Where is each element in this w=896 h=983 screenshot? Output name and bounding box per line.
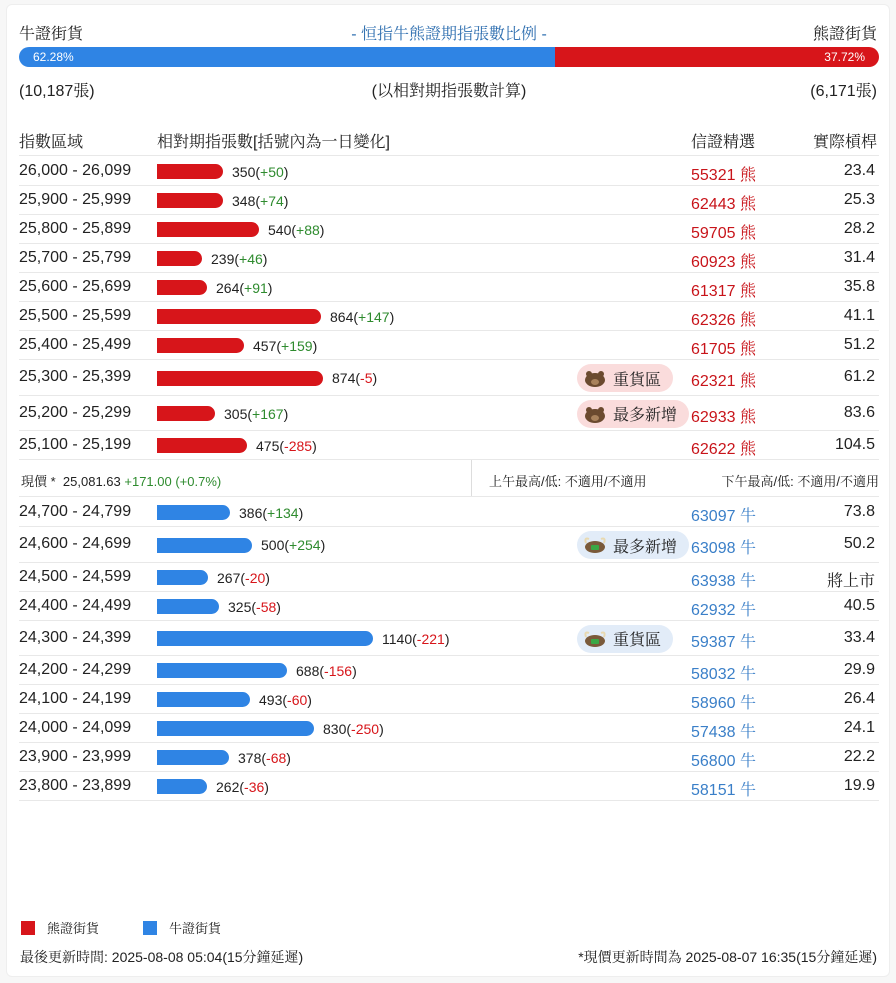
index-range: 24,300 - 24,399 xyxy=(19,628,132,646)
paren-open: ( xyxy=(251,598,257,615)
daily-change: -156 xyxy=(324,662,353,679)
contracts-value xyxy=(382,631,449,647)
contracts-value xyxy=(261,537,325,553)
contracts-count: 267 xyxy=(217,569,241,586)
index-range: 24,400 - 24,499 xyxy=(19,596,132,614)
bull-bar xyxy=(157,599,219,614)
bull-row xyxy=(19,621,879,656)
paren-open: ( xyxy=(355,370,361,386)
paren-close: ) xyxy=(379,720,384,737)
current-price-value: 25,081.63 xyxy=(62,474,121,489)
bull-row xyxy=(19,656,879,685)
contracts-value xyxy=(256,438,317,454)
contracts-value xyxy=(323,721,384,737)
bear-row xyxy=(19,273,879,302)
daily-change: -58 xyxy=(256,598,277,615)
paren-open: ( xyxy=(234,250,240,267)
daily-change: -5 xyxy=(360,370,373,386)
mid-divider xyxy=(471,460,472,496)
paren-open: ( xyxy=(353,308,359,325)
bear-bar xyxy=(157,251,202,266)
paren-open: ( xyxy=(412,630,417,647)
contracts-count: 378 xyxy=(238,749,262,766)
paren-close: ) xyxy=(320,537,326,553)
paren-close: ) xyxy=(444,630,450,647)
warrant-pick-link[interactable]: 62622 熊 xyxy=(691,440,756,458)
warrant-pick-link[interactable]: 62326 熊 xyxy=(691,311,756,329)
bear-bar xyxy=(157,222,259,237)
daily-change: +50 xyxy=(260,163,284,180)
tag-label: 最多新增 xyxy=(613,407,678,424)
daily-change: +159 xyxy=(281,337,313,354)
paren-open: ( xyxy=(262,504,268,521)
highlight-tag xyxy=(577,364,673,392)
bear-row xyxy=(19,186,879,215)
paren-close: ) xyxy=(312,437,317,454)
bear-row xyxy=(19,360,879,396)
effective-leverage: 25.3 xyxy=(843,190,875,208)
contracts-count: 1140 xyxy=(382,630,413,647)
bear-bar xyxy=(157,164,223,179)
effective-leverage: 33.4 xyxy=(843,628,875,646)
contracts-value xyxy=(232,164,288,180)
warrant-pick-link[interactable]: 55321 熊 xyxy=(691,166,756,184)
bull-row xyxy=(19,772,879,801)
paren-open: ( xyxy=(291,221,297,238)
bear-icon xyxy=(583,368,607,388)
paren-open: ( xyxy=(261,749,267,766)
paren-close: ) xyxy=(283,163,289,180)
am-high-low: 上午最高/低: 不適用/不適用 xyxy=(489,474,647,489)
effective-leverage: 61.2 xyxy=(843,368,875,385)
price-update-note: *現價更新時間為 2025-08-07 16:35(15分鐘延遲) xyxy=(578,949,877,965)
daily-change: +74 xyxy=(260,192,284,209)
contracts-count: 874 xyxy=(332,370,356,386)
contracts-count: 493 xyxy=(259,691,283,708)
bull-bar xyxy=(157,570,208,585)
bear-count: (6,171張) xyxy=(810,83,877,100)
paren-open: ( xyxy=(255,192,261,209)
index-range: 23,900 - 23,999 xyxy=(19,747,132,765)
bear-icon xyxy=(583,404,607,424)
cbbc-panel xyxy=(6,4,890,977)
index-range: 25,100 - 25,199 xyxy=(19,435,132,453)
index-range: 24,500 - 24,599 xyxy=(19,567,132,585)
warrant-pick-link[interactable]: 60923 熊 xyxy=(691,253,756,271)
daily-change: +134 xyxy=(267,504,299,521)
warrant-pick-link[interactable]: 62933 熊 xyxy=(691,408,756,426)
effective-leverage: 將上市 xyxy=(826,572,875,590)
paren-open: ( xyxy=(319,662,325,679)
legend-bull xyxy=(143,918,221,937)
paren-open: ( xyxy=(276,337,282,354)
paren-close: ) xyxy=(262,250,268,267)
contracts-count: 830 xyxy=(323,720,347,737)
contracts-value xyxy=(211,251,267,267)
paren-close: ) xyxy=(372,370,378,386)
daily-change: +88 xyxy=(296,221,320,238)
paren-open: ( xyxy=(255,163,261,180)
bear-row xyxy=(19,215,879,244)
bear-row xyxy=(19,157,879,186)
paren-open: ( xyxy=(284,537,290,553)
paren-open: ( xyxy=(247,405,253,422)
effective-leverage: 41.1 xyxy=(843,306,875,324)
bull-row xyxy=(19,714,879,743)
warrant-pick-link[interactable]: 62443 熊 xyxy=(691,195,756,213)
bear-bar xyxy=(157,193,223,208)
bear-bar xyxy=(157,309,321,324)
warrant-pick-link[interactable]: 58151 牛 xyxy=(691,781,756,799)
contracts-count: 325 xyxy=(228,598,252,615)
index-range: 25,600 - 25,699 xyxy=(19,277,132,295)
contracts-value xyxy=(216,280,272,296)
bull-ratio-text: 62.28% xyxy=(33,50,74,64)
bear-bar xyxy=(157,371,323,386)
paren-open: ( xyxy=(346,720,352,737)
bull-row xyxy=(19,563,879,592)
effective-leverage: 31.4 xyxy=(843,248,875,266)
contracts-count: 688 xyxy=(296,662,320,679)
bear-bar xyxy=(157,338,244,353)
effective-leverage: 35.8 xyxy=(843,277,875,295)
contracts-count: 500 xyxy=(261,537,285,553)
bull-bar xyxy=(157,663,287,678)
legend-bear xyxy=(21,918,99,937)
index-range: 24,600 - 24,699 xyxy=(19,535,132,552)
contracts-count: 262 xyxy=(216,778,240,795)
contracts-value xyxy=(268,222,324,238)
highlight-tag xyxy=(577,400,689,428)
current-price-row xyxy=(19,460,879,497)
legend-bull-label: 牛證街貨 xyxy=(169,921,222,936)
col-header-pick: 信證精選 xyxy=(691,134,756,151)
bear-row xyxy=(19,331,879,360)
index-range: 25,400 - 25,499 xyxy=(19,335,132,353)
col-header-contracts: 相對期指張數[括號內為一日變化] xyxy=(157,134,390,151)
legend-bear-label: 熊證街貨 xyxy=(47,921,100,936)
bear-bar xyxy=(157,280,207,295)
effective-leverage: 51.2 xyxy=(843,335,875,353)
current-price-label: 現價 * xyxy=(21,474,56,489)
col-header-leverage: 實際槓桿 xyxy=(812,134,877,151)
daily-change: -250 xyxy=(351,720,380,737)
bull-bar xyxy=(157,779,207,794)
paren-open: ( xyxy=(239,778,245,795)
bull-bar xyxy=(157,750,229,765)
index-range: 23,800 - 23,899 xyxy=(19,776,132,794)
bull-icon xyxy=(583,629,607,649)
paren-open: ( xyxy=(279,437,285,454)
paren-open: ( xyxy=(239,279,245,296)
contracts-count: 239 xyxy=(211,250,235,267)
index-range: 26,000 - 26,099 xyxy=(19,161,132,179)
bull-bear-ratio-bar xyxy=(19,47,879,67)
daily-change: -68 xyxy=(266,749,287,766)
contracts-count: 864 xyxy=(330,308,354,325)
paren-close: ) xyxy=(265,569,270,586)
current-price xyxy=(21,471,221,490)
effective-leverage: 28.2 xyxy=(843,219,875,237)
effective-leverage: 26.4 xyxy=(843,689,875,707)
bear-row xyxy=(19,302,879,331)
warrant-pick-link[interactable]: 62321 熊 xyxy=(691,373,756,390)
index-range: 24,200 - 24,299 xyxy=(19,660,132,678)
contracts-value xyxy=(296,663,357,679)
contracts-count: 475 xyxy=(256,437,280,454)
tag-label: 重貨區 xyxy=(613,632,662,649)
contracts-count: 348 xyxy=(232,192,256,209)
highlight-tag xyxy=(577,625,673,653)
bull-bar xyxy=(157,692,250,707)
index-range: 24,100 - 24,199 xyxy=(19,689,132,707)
paren-close: ) xyxy=(319,221,325,238)
bear-bar xyxy=(157,438,247,453)
col-header-range: 指數區域 xyxy=(19,134,84,151)
contracts-count: 350 xyxy=(232,163,256,180)
header-divider xyxy=(19,155,879,156)
contracts-value xyxy=(232,193,288,209)
contracts-count: 264 xyxy=(216,279,240,296)
paren-open: ( xyxy=(240,569,246,586)
effective-leverage: 83.6 xyxy=(843,403,875,421)
daily-change: +46 xyxy=(239,250,263,267)
warrant-pick-link[interactable]: 59387 牛 xyxy=(691,633,756,651)
effective-leverage: 24.1 xyxy=(843,718,875,736)
effective-leverage: 73.8 xyxy=(843,502,875,520)
bear-ratio-segment xyxy=(555,47,879,67)
paren-close: ) xyxy=(352,662,357,679)
bull-row xyxy=(19,592,879,621)
bear-row xyxy=(19,396,879,431)
warrant-pick-link[interactable]: 56800 牛 xyxy=(691,752,756,770)
effective-leverage: 40.5 xyxy=(843,596,875,614)
paren-close: ) xyxy=(283,405,289,422)
contracts-value xyxy=(238,750,291,766)
warrant-pick-link[interactable]: 63097 牛 xyxy=(691,507,756,525)
warrant-pick-link[interactable]: 63938 牛 xyxy=(691,572,756,590)
page-title: - 恒指牛熊證期指張數比例 - xyxy=(351,26,547,43)
index-range: 25,900 - 25,999 xyxy=(19,190,132,208)
warrant-pick-link[interactable]: 59705 熊 xyxy=(691,224,756,242)
paren-close: ) xyxy=(267,279,273,296)
warrant-pick-link[interactable]: 61317 熊 xyxy=(691,282,756,300)
paren-close: ) xyxy=(298,504,304,521)
bear-row xyxy=(19,431,879,460)
warrant-pick-link[interactable]: 63098 牛 xyxy=(691,540,756,557)
bull-bar xyxy=(157,721,314,736)
paren-close: ) xyxy=(307,691,312,708)
effective-leverage: 19.9 xyxy=(843,776,875,794)
daily-change: +254 xyxy=(289,537,321,553)
tag-label: 重貨區 xyxy=(613,371,662,389)
daily-change: -36 xyxy=(244,778,265,795)
contracts-value xyxy=(259,692,312,708)
effective-leverage: 22.2 xyxy=(843,747,875,765)
legend-bear-swatch xyxy=(21,921,35,935)
effective-leverage: 104.5 xyxy=(834,435,875,453)
paren-close: ) xyxy=(264,778,269,795)
current-price-change: +171.00 (+0.7%) xyxy=(124,474,222,489)
contracts-value xyxy=(217,570,270,586)
bear-bar xyxy=(157,406,215,421)
contracts-value xyxy=(228,599,281,615)
contracts-value xyxy=(332,370,377,386)
daily-change: +91 xyxy=(244,279,268,296)
daily-change: -60 xyxy=(287,691,308,708)
bull-row xyxy=(19,685,879,714)
effective-leverage: 50.2 xyxy=(843,535,875,552)
bull-row xyxy=(19,498,879,527)
warrant-pick-link[interactable]: 61705 熊 xyxy=(691,340,756,358)
tag-label: 最多新增 xyxy=(613,538,678,556)
index-range: 25,800 - 25,899 xyxy=(19,219,132,237)
daily-change: -20 xyxy=(245,569,266,586)
bull-bar xyxy=(157,505,230,520)
bear-ratio-text: 37.72% xyxy=(824,50,865,64)
bull-bar xyxy=(157,538,252,553)
bull-ratio-segment xyxy=(19,47,555,67)
paren-close: ) xyxy=(283,192,289,209)
daily-change: -285 xyxy=(284,437,313,454)
index-range: 25,700 - 25,799 xyxy=(19,248,132,266)
effective-leverage: 29.9 xyxy=(843,660,875,678)
warrant-pick-link[interactable]: 57438 牛 xyxy=(691,723,756,741)
paren-close: ) xyxy=(286,749,291,766)
ratio-note: (以相對期指張數計算) xyxy=(371,83,527,100)
bull-row xyxy=(19,743,879,772)
daily-change: -221 xyxy=(416,630,445,647)
bear-outstanding-label: 熊證街貨 xyxy=(812,26,877,43)
contracts-value xyxy=(253,338,317,354)
contracts-count: 305 xyxy=(224,405,248,422)
paren-open: ( xyxy=(282,691,288,708)
contracts-count: 457 xyxy=(253,337,277,354)
bear-row xyxy=(19,244,879,273)
legend-bull-swatch xyxy=(143,921,157,935)
warrant-pick-link[interactable]: 62932 牛 xyxy=(691,601,756,619)
last-updated: 最後更新時間: 2025-08-08 05:04(15分鐘延遲) xyxy=(20,949,304,965)
effective-leverage: 23.4 xyxy=(843,161,875,179)
paren-close: ) xyxy=(276,598,281,615)
contracts-value xyxy=(224,406,288,422)
contracts-value xyxy=(330,309,394,325)
bull-icon xyxy=(583,535,607,555)
contracts-count: 386 xyxy=(239,504,263,521)
contracts-value xyxy=(239,505,303,521)
contracts-value xyxy=(216,779,269,795)
index-range: 24,000 - 24,099 xyxy=(19,718,132,736)
bull-outstanding-label: 牛證街貨 xyxy=(19,26,84,43)
bull-bar xyxy=(157,631,373,646)
bull-count: (10,187張) xyxy=(19,83,95,100)
index-range: 24,700 - 24,799 xyxy=(19,502,132,520)
warrant-pick-link[interactable]: 58032 牛 xyxy=(691,665,756,683)
daily-change: +147 xyxy=(358,308,390,325)
warrant-pick-link[interactable]: 58960 牛 xyxy=(691,694,756,712)
paren-close: ) xyxy=(312,337,318,354)
index-range: 25,300 - 25,399 xyxy=(19,368,132,385)
paren-close: ) xyxy=(389,308,395,325)
highlight-tag xyxy=(577,531,689,559)
pm-high-low: 下午最高/低: 不適用/不適用 xyxy=(721,474,879,489)
contracts-count: 540 xyxy=(268,221,292,238)
index-range: 25,200 - 25,299 xyxy=(19,403,132,421)
daily-change: +167 xyxy=(252,405,284,422)
bull-row xyxy=(19,527,879,563)
index-range: 25,500 - 25,599 xyxy=(19,306,132,324)
